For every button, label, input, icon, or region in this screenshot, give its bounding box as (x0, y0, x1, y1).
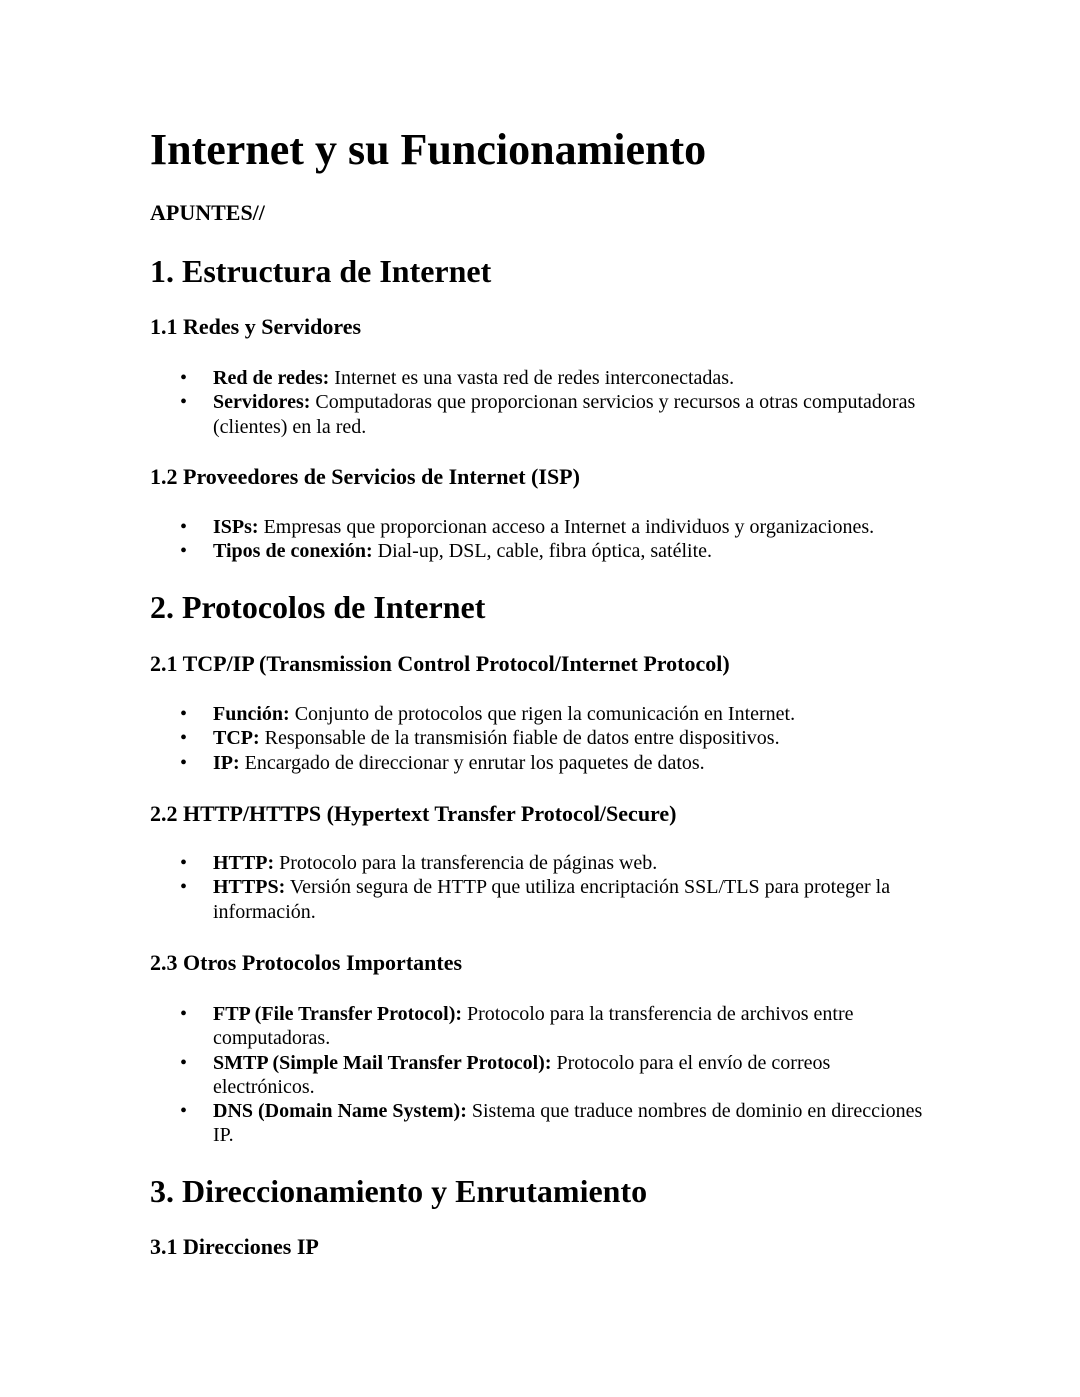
list-item (150, 390, 925, 439)
item-term: FTP (File Transfer Protocol): (213, 1003, 463, 1025)
item-text: Versión segura de HTTP que utiliza encriptación SSL/TLS para proteger la información. (213, 876, 891, 923)
subsection-heading: 1.1 Redes y Servidores (150, 314, 362, 339)
subsection-heading: 3.1 Direcciones IP (150, 1234, 319, 1259)
item-term: TCP: (213, 727, 260, 750)
subsection-heading: 2.2 HTTP/HTTPS (Hypertext Transfer Protocol/Secure) (150, 801, 677, 826)
list-item (150, 726, 925, 750)
item-term: HTTP: (213, 852, 275, 874)
list-item (150, 366, 925, 390)
item-text: Encargado de direccionar y enrutar los paquetes de datos. (239, 751, 705, 774)
bullet-list (150, 515, 925, 564)
list-item (150, 875, 925, 924)
subsection-heading: 1.2 Proveedores de Servicios de Internet (ISP) (150, 464, 580, 489)
item-term: HTTPS: (213, 876, 286, 899)
section-heading: 3. Direccionamiento y Enrutamiento (150, 1173, 648, 1209)
item-text: Sistema que traduce nombres de dominio en direcciones IP. (213, 1100, 923, 1147)
list-item (150, 751, 925, 775)
item-term: DNS (Domain Name System): (213, 1100, 467, 1123)
item-text: Protocolo para la transferencia de archivos entre computadoras. (213, 1003, 854, 1050)
section-heading: 1. Estructura de Internet (150, 253, 492, 289)
item-text: Empresas que proporcionan acceso a Internet a individuos y organizaciones. (258, 516, 875, 538)
list-item (150, 1002, 925, 1051)
item-text: Protocolo para la transferencia de páginas web. (274, 852, 658, 874)
list-item (150, 851, 925, 875)
bullet-list (150, 702, 925, 775)
list-item (150, 1099, 925, 1148)
item-text: Dial-up, DSL, cable, fibra óptica, satélite. (372, 540, 712, 563)
section-heading: 2. Protocolos de Internet (150, 589, 486, 625)
item-term: Servidores: (213, 391, 311, 414)
subsection-heading: 2.3 Otros Protocolos Importantes (150, 950, 463, 975)
item-term: IP: (213, 751, 240, 774)
item-term: ISPs: (213, 516, 259, 538)
item-term: Función: (213, 703, 290, 725)
document-title: Internet y su Funcionamiento (150, 125, 707, 174)
item-text: Internet es una vasta red de redes interconectadas. (329, 367, 735, 389)
item-text: Protocolo para el envío de correos electrónicos. (213, 1051, 831, 1098)
list-item (150, 1051, 925, 1100)
item-text: Responsable de la transmisión fiable de datos entre dispositivos. (259, 727, 780, 750)
item-term: Tipos de conexión: (213, 540, 373, 563)
list-item (150, 539, 925, 563)
item-text: Computadoras que proporcionan servicios y recursos a otras computadoras (clientes) en la red. (213, 391, 916, 438)
item-term: SMTP (Simple Mail Transfer Protocol): (213, 1051, 552, 1074)
bullet-list (150, 1002, 925, 1148)
item-text: Conjunto de protocolos que rigen la comunicación en Internet. (289, 703, 796, 725)
bullet-list (150, 366, 925, 439)
list-item (150, 702, 925, 726)
item-term: Red de redes: (213, 367, 330, 389)
list-item (150, 515, 925, 539)
subsection-heading: 2.1 TCP/IP (Transmission Control Protocol/Internet Protocol) (150, 651, 730, 676)
bullet-list (150, 851, 925, 924)
notes-label: APUNTES// (150, 200, 265, 225)
